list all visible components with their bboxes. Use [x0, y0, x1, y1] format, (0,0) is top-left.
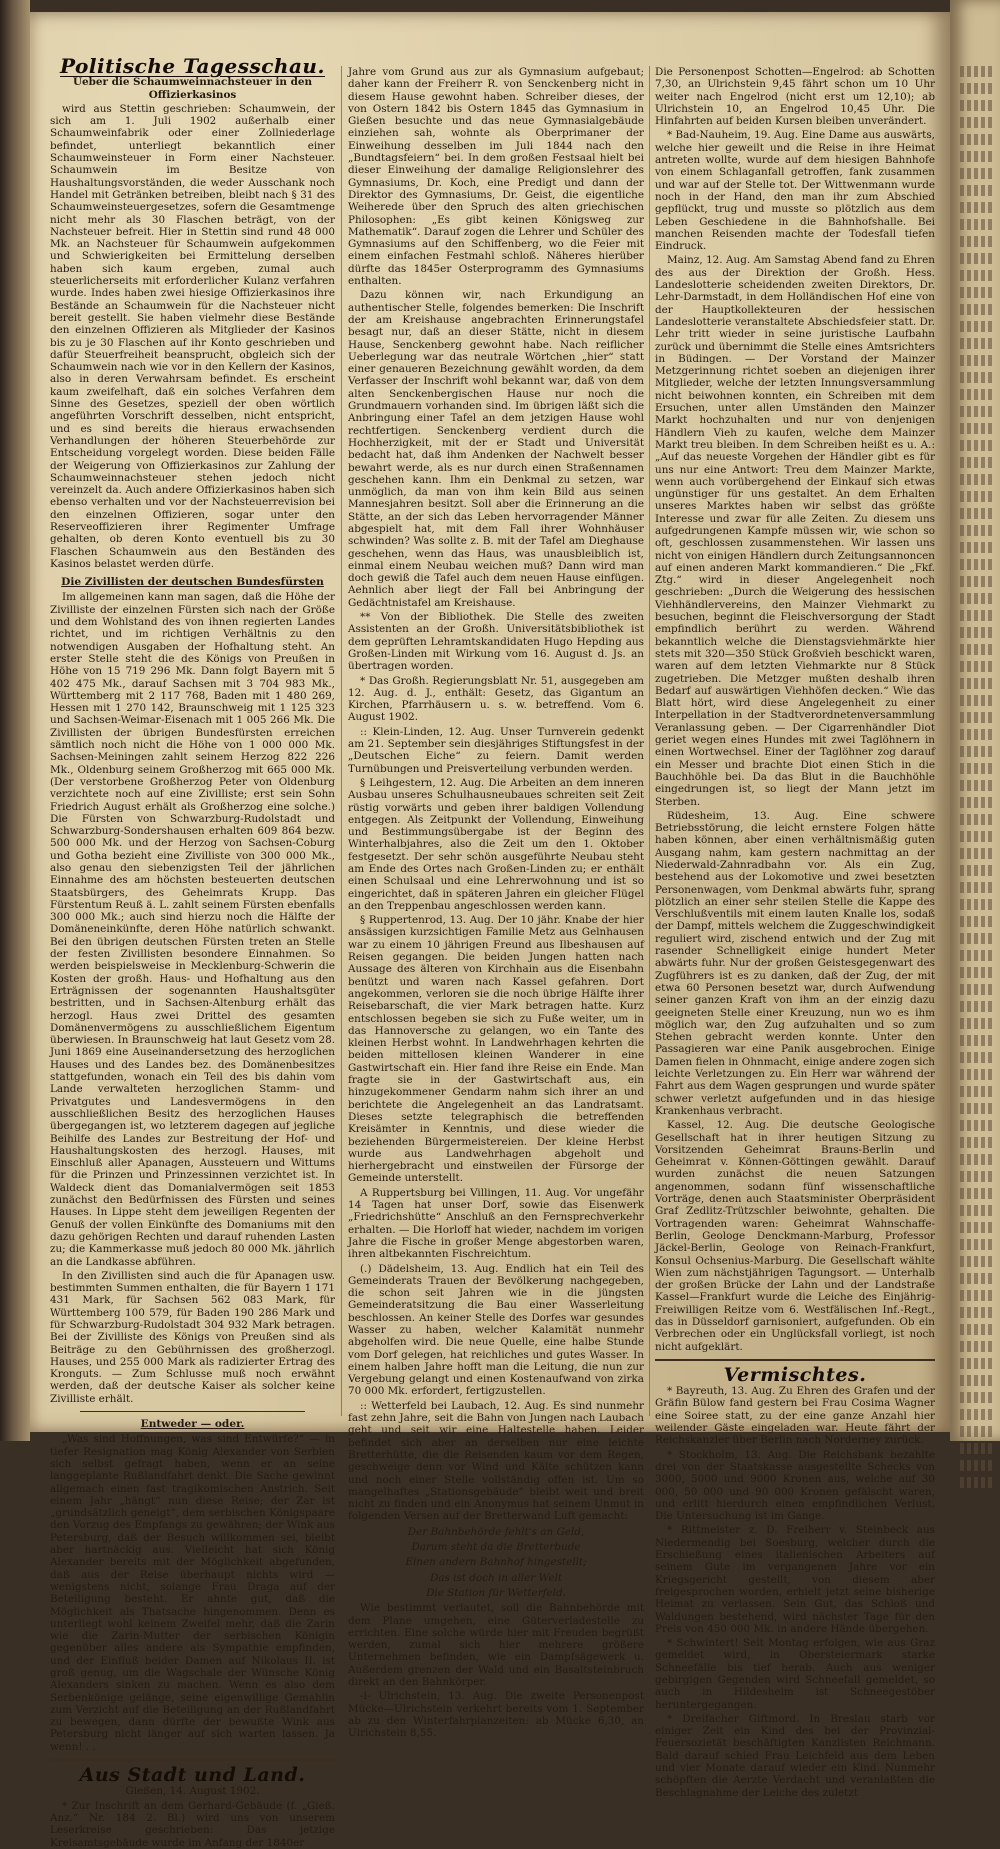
article-schaumwein-head: Ueber die Schaumweinnachsteuer in den Offizierkasinos [72, 76, 313, 101]
book-binding-edge [0, 0, 30, 1441]
section-title-politische-tagesschau: Politische Tagesschau. [60, 54, 325, 78]
verse-line: Das ist doch in aller Welt [429, 1571, 563, 1584]
column-1 [50, 54, 335, 1849]
article-stockholm: * Stockholm, 13. Aug. Die Reichsbank bezahlte drei von der Staatskasse ausgestellte Schecks von 3000, 5000 und 9000 Kronen aus, welche auf 30 000, 50 000 und 90 000 Kronen gefälscht waren, und erlitt hierdurch einen empfindlichen Verlust. Die Untersuchung ist im Gange. [655, 1448, 935, 1523]
article-bayreuth: * Bayreuth, 13. Aug. Zu Ehren des Grafen und der Gräfin Bülow fand gestern bei Frau Cosima Wagner eine Soiree statt, zu der eine ganze Anzahl hier weilender Gäste eingeladen war. Heute fährt der Reichskanzler über Berlin nach Norderney zurück. [655, 1385, 935, 1447]
column-rule-right [649, 66, 650, 1416]
article-kassel: Kassel, 12. Aug. Die deutsche Geologische Gesellschaft hat in ihrer heutigen Sitzung zu Vorsitzenden Geheimrat Brauns-Berlin und Geheimrat v. Können-Göttingen gewählt. Darauf wurden zunächst die neuen Satzungen angenommen, sodann fünf wissenschaftliche Vorträge, denen auch Staatsminister Oberpräsident Graf Zedlitz-Trützschler beiwohnte, gehalten. Die Vortragenden waren: Geheimrat Wahnschaffe-Berlin, Geologe Denckmann-Marburg, Professor Jäckel-Berlin, Geologe von Reinach-Frankfurt, Konsul Ochsenius-Marburg. Die Gesellschaft wählte Wien zum nächstjährigen Tagungsort. — Unterhalb der großen Brücke der Lahn und der Landstraße Kassel—Frankfurt wurde die Leiche des Einjährig-Freiwilligen Reitze vom 6. Westfälischen Inf.-Regt., das in Düsseldorf garnisoniert, aufgefunden. Ob ein Verbrechen oder ein Unglücksfall vorliegt, ist noch nicht aufgeklärt. [655, 1119, 935, 1353]
article-wetterfeld: :: Wetterfeld bei Laubach, 12. Aug. Es sind nunmehr fast zehn Jahre, seit die Bahn von Jungen nach Laubach geht und seit wir eine Haltestelle haben. Leider befindet sich aber an derselben nur eine leichte Bretterhütte, die die Reisenden kaum vor dem Regen, geschweige denn vor Wind und Kälte schützen kann und noch einer Stelle vollständig offen ist. Um so mangelhaftes „Stationsgebäude“ bleibt weit und breit nicht zu finden und ein Anonymus hat seinem Unmut in folgenden Versen auf der Bretterwand Luft gemacht: [348, 1399, 644, 1523]
article-gueterverladestelle: Wie bestimmt verlautet, soll die Bahnbehörde mit dem Plane umgehen, eine Güterverladestelle zu errichten. Eine solche würde hier mit Freuden begrüßt werden, zumal sich hier mehrere größere Unternehmen befinden, wie ein Dampfsägewerk u. Außerdem grenzen der Wald und ein Basaltsteinbruch direkt an den Bahnkörper. [348, 1602, 644, 1688]
divider [655, 1359, 935, 1361]
divider [80, 1411, 305, 1412]
article-ruedesheim: Rüdesheim, 13. Aug. Eine schwere Betriebsstörung, die leicht ernstere Folgen hätte haben können, aber einen verhältnismäßig guten Ausgang nahm, kam gestern nachmittag an der Niederwald-Zahnradbahn vor. Als ein Zug, bestehend aus der Lokomotive und zwei besetzten Personenwagen, vom Denkmal abwärts fuhr, sprang plötzlich an einer sehr steilen Stelle die Kappe des Verschlußventils mit einem lauten Knalle los, sodaß der Dampf, mittels welchem die Zuggeschwindigkeit reguliert wird, zischend entwich und der Zug mit rasender Schnelligkeit einige hundert Meter abwärts fuhr. Nur der großen Geistesgegenwart des Zugführers ist es zu danken, daß der Zug, der mit etwa 60 Personen besetzt war, durch Aufwendung seiner ganzen Kraft von ihm an der einzig dazu geeigneten Stelle einer Kreuzung, nun wo es ihm möglich war, den Zug aufzuhalten und so zum Stehen gebracht werden konnte. Unter den Passagieren war eine Panik ausgebrochen. Einige Damen fielen in Ohnmacht, einige andere zogen sich leichte Verletzungen zu. Ein Herr war während der Fahrt aus dem Wagen gesprungen und wurde später schwer verletzt aufgefunden und in das hiesige Krankenhaus verbracht. [655, 809, 935, 1117]
article-entweder-head: Entweder — oder. [140, 1418, 245, 1431]
divider [50, 1759, 335, 1761]
article-zivillisten-head: Die Zivillisten der deutschen Bundesfürsten [61, 576, 324, 589]
article-gymnasium: Jahre vom Grund aus zur als Gymnasium aufgebaut; daher kann der Freiherr R. von Senckenberg nicht in diesem Hause gewohnt haben. Schreiber dieses, der von Ostern 1842 bis Ostern 1845 das Gymnasium in Gießen besuchte und das neue Gymnasialgebäude einziehen sah, wohnte als Oberprimaner der Einweihung desselben im Juli 1844 nach den „Bundtagsfeiern“ bei. In dem großen Festsaal hielt bei dieser Einweihung der damalige Religionslehrer des Gymnasiums, Dr. Koch, eine Predigt und dann der Direktor des Gymnasiums, Dr. Geist, die eigentliche Weiherede über den Spruch des alten griechischen Philosophen: „Es gibt keinen Königsweg zur Mathematik“. Darauf zogen die Lehrer und Schüler des Gymnasiums auf den Schiffenberg, wo die Feier mit einem einfachen Festmahl schloß. Näheres hierüber dürfte das 1845er Osterprogramm des Gymnasiums enthalten. [348, 66, 644, 288]
article-daedelsheim: (.) Dädelsheim, 13. Aug. Endlich hat ein Teil des Gemeinderats Trauen der Bevölkerung nachgegeben, die schon seit Jahren wie in die jüngsten Gemeinderatsitzung die Bau einer Wasserleitung beschlossen. An keiner Stelle des Dorfes war gesundes Wasser zu haben, welcher Kalamität nunmehr abgeholfen wird. Die neue Quelle, eine halbe Stunde vom Dorf gelegen, hat reichliches und gutes Wasser. In einem halben Jahre hofft man die Leitung, die nun zur Vergebung gelangt und einen Kostenaufwand von zirka 70 000 Mk. erfordert, fertigzustellen. [348, 1262, 644, 1398]
column-rule-left [341, 66, 342, 1416]
article-regierungsblatt: * Das Großh. Regierungsblatt Nr. 51, ausgegeben am 12. Aug. d. J., enthält: Gesetz, das Gigantum an Kirchen, Pfarrhäusern u. s. w. betreffend. Vom 6. August 1902. [348, 674, 644, 724]
article-bad-nauheim: * Bad-Nauheim, 19. Aug. Eine Dame aus auswärts, welche hier geweilt und die Reise in ihre Heimat antreten wollte, wurde auf dem hiesigen Bahnhofe von einem Schlaganfall getroffen, fank zusammen und war auf der Stelle tot. Der Wittwenmann wurde noch in der Hand, den man ihr zum Abschied gepflückt, trug und musste so plötzlich aus dem Leben Geschiedene in die Bahnhofshalle. Bei manchen Reisenden machte der Todesfall tiefen Eindruck. [655, 129, 935, 253]
article-ruppertsburg: A Ruppertsburg bei Villingen, 11. Aug. Vor ungefähr 14 Tagen hat unser Dorf, sowie das Eisenwerk „Friedrichshütte“ Anschluß an den Fernsprechverkehr erhalten. — Die Horloff hat wieder, nachdem im vorigen Jahre die Fische in großer Menge abgestorben waren, ihren altbekannten Fischreichtum. [348, 1186, 645, 1261]
article-bibliothek: ** Von der Bibliothek. Die Stelle des zweiten Assistenten an der Großh. Universitätsbibliothek ist dem geprüften Lehramtskandidaten Hugo Hepding aus Großen-Linden mit Wirkung vom 16. August d. Js. an übertragen worden. [348, 611, 644, 673]
column-3 [655, 66, 935, 1799]
article-giftmord: * Dreifacher Giftmord. In Breslau starb vor einiger Zeit ein Kind des bei der Provinzial-Feuersozietät beschäftigten Kanzlisten Reichmann. Bald darauf schied Frau Leichfeld aus dem Leben und vier Monate darauf wieder ein Kind. Nunmehr schöpften die Aerzte Verdacht und veranlaßten die Beschlagnahme der Leiche des zuletzt [655, 1712, 935, 1799]
section-title-aus-stadt-und-land: Aus Stadt und Land. [79, 1764, 306, 1787]
article-zivillisten: Im allgemeinen kann man sagen, daß die Höhe der Zivilliste der einzelnen Fürsten sich nach der Größe und dem Wohlstand des von ihnen regierten Landes richtet, und im richtigen Verhältnis zu den notwendigen Ausgaben der Hofhaltung steht. An erster Stelle steht die des Königs von Preußen in Höhe von 15 719 296 Mk. Dann folgt Bayern mit 5 402 475 Mk., darauf Sachsen mit 3 704 983 Mk., Württemberg mit 2 117 768, Baden mit 1 480 269, Hessen mit 1 270 142, Braunschweig mit 1 125 323 und Sachsen-Weimar-Eisenach mit 1 005 266 Mk. Die Zivillisten der übrigen Bundesfürsten erreichen sämtlich noch nicht die Höhe von 1 000 000 Mk. Sachsen-Meiningen zahlt seinem Herzog 822 226 Mk., Oldenburg seinem Großherzog mit 665 000 Mk. (Der verstorbene Großherzog Peter von Oldenburg verzichtete noch auf eine Zivilliste; erst sein Sohn Friedrich August erhält als Großherzog eine solche.) Die Fürsten von Schwarzburg-Rudolstadt und Schwarzburg-Sondershausen erhalten 609 864 bezw. 500 000 Mk. und der Herzog von Sachsen-Coburg und Gotha bezieht eine Zivilliste von 300 000 Mk., also genau den siebenzigsten Teil der jährlichen Einnahme des am höchsten besteuerten deutschen Staatsbürgers, des Geheimrats Krupp. Das Fürstentum Reuß ä. L. zahlt seinem Fürsten ebenfalls 300 000 Mk.; auch sind hierzu noch die Hälfte der Domäneneinkünfte, deren Höhe natürlich schwankt. Bei den übrigen deutschen Fürsten treten an Stelle der festen Zivillisten besondere Einnahmen. So werden beispielsweise in Mecklenburg-Schwerin die Kosten der großh. Haus- und Hofhaltung aus den Erträgnissen der sogenannten Haushaltsgüter bestritten, und in Sachsen-Altenburg erhält das herzogl. Haus zwei Drittel des gesamten Domänenvermögens zu ausschließlichem Eigentum überwiesen. In Braunschweig hat laut Gesetz vom 28. Juni 1869 eine Auseinandersetzung des herzoglichen Hauses und des Landes bez. des Domänenbesitzes stattgefunden, wonach ein Teil des bis dahin vom Lande verwalteten herzoglichen Stamm- und Privatgutes und Landesvermögens in den ausschließlichen Besitz des herzoglichen Hauses übergegangen ist, wo letzterem dagegen auf jegliche Beihilfe des Landes zur Bestreitung der Hof- und Haushaltungskosten des herzogl. Hauses, mit Einschluß aller Apanagen, Aussteuern und Wittums für die Prinzen und Prinzessinnen verzichtet ist. In Waldeck dient das Domanialvermögen seit 1853 zunächst den Bedürfnissen des Fürsten und seines Hauses. In Lippe steht dem jeweiligen Regenten der Genuß der vollen Einkünfte des Domaniums mit den dazu gehörigen Rechten und darauf ruhenden Lasten zu; die Kammerkasse muß jedoch 80 000 Mk. jährlich an die Landkasse abführen. [50, 591, 335, 1268]
article-schaumwein: wird aus Stettin geschrieben: Schaumwein, der sich am 1. Juli 1902 außerhalb einer Schaumweinfabrik oder einer Zollniederlage befindet, unterliegt bekanntlich einer Schaumweinsteuer in Form einer Nachsteuer. Schaumwein im Besitze von Haushaltungsvorständen, die weder Ausschank noch Handel mit Getränken betreiben, bleibt nach § 31 des Schaumweinsteuergesetzes, sofern die Gesamtmenge nicht mehr als 30 Flaschen beträgt, von der Nachsteuer befreit. Hier in Stettin sind rund 48 000 Mk. an Nachsteuer für Schaumwein aufgekommen und Schwierigkeiten bei Ermittelung derselben haben sich kaum ergeben, zumal auch steuerlicherseits mit erforderlicher Kulanz verfahren wurde. Indes haben zwei hiesige Offizierkasinos ihre Bestände an Schaumwein für die Nachsteuer nicht bereit gestellt. Sie haben vielmehr diese Bestände den einzelnen Offizieren als Mitglieder der Kasinos bis zu je 30 Flaschen auf ihr Konto geschrieben und dafür Steuerfreiheit beansprucht, obgleich sich der Schaumwein nach wie vor in den Kellern der Kasinos, also in deren Verwahrsam befindet. Es erscheint kaum zweifelhaft, daß ein solches Verfahren dem Sinne des Gesetzes, speziell der oben wörtlich angeführten Vorschrift desselben, nicht entspricht, und es sind bereits die hieraus erwachsenden Verhandlungen der höheren Steuerbehörde zur Entscheidung vorgelegt worden. Diese beiden Fälle der Weigerung von Offizierkasinos zur Zahlung der Schaumweinnachsteuer stehen jedoch nicht vereinzelt da. Auch andere Offizierkasinos haben sich ebenso verhalten und vor der Nachsteuerrevision bei den einzelnen Offizieren, sogar unter den Reserveoffizieren ihrer Regimenter Umfrage gehalten, ob deren Konto eventuell bis zu 30 Flaschen Schaumwein aus den Beständen des Kasinos belastet werden dürfe. [50, 102, 335, 570]
verse-line: Darum steht da die Bretterbude [411, 1541, 581, 1554]
column-2 [348, 66, 645, 1740]
verse-line: Der Bahnbehörde fehlt's an Geld, [407, 1525, 585, 1538]
dateline: Gießen, 14. August 1902. [125, 1785, 260, 1798]
article-entweder: „Was sind Hoffnungen, was sind Entwürfe?“ — in tiefer Resignation mag König Alexander von Serbien sich selbst gefragt haben, wenn er an seine langgeplante Rußlandfahrt denkt. Die Sache gewinnt allgemach einen fast tragikomischen Anstrich. Seit einem Jahr „hängt“ nun diese Reise; der Zar ist „grundsätzlich geneigt“, dem serbischen Königspaare den Vorzug des Empfangs zu gewähren; der Wink aus Petersburg, daß der Besuch willkommen sei, bleibt aber hartnäckig aus. Vielleicht hat sich König Alexander bereits mit der Möglichkeit abgefunden, daß aus der Reise überhaupt nichts wird — wenigstens nicht, solange Frau Draga auf der Beteiligung besteht. Er ahnte gut, daß die Möglichkeit als Thatsache hingenommen. Denn es unterliegt wohl keinem Zweifel mehr, daß die Zarin wie die Zarin-Mutter der serbischen Königin gegenüber alles andere als Sympathie empfinden, und der Einfluß beider Damen auf Nikolaus II. ist groß genug, um die Wagschale der Wünsche König Alexanders sinken zu machen. Wenn es also dem Serbenkönige gelänge, seine eigenwillige Gemahlin zum Verzicht auf die Beteiligung an der Rußlandfahrt zu bewegen, dann dürfte der bewußte Wink aus Petersburg nicht länger auf sich warten lassen. Ja wenn! . . [50, 1433, 335, 1753]
article-ulrichstein: -i- Ulrichstein, 13. Aug. Die zweite Personenpost Mücke—Ulrichstein verkehrt bereits vom 1. September ab zu den Winterfahrplanzeiten: ab Mücke 6,30, an Ulrichstein 8,55. [348, 1690, 644, 1740]
article-schwintert: * Schwintert! Seit Montag erfolgen, wie aus Graz gemeldet wird, in Obersteiermark starke Schneefälle bis tief herab. Auch aus weniger gebirgigen Gegenden wird Schneefall gemeldet, so auch in Hildesheim ist Schneegestöber heruntergegangen. [655, 1637, 935, 1711]
article-apanagen: In den Zivillisten sind auch die für Apanagen usw. bestimmten Summen enthalten, die für Bayern 1 171 431 Mark, für Sachsen 562 083 Mark, für Württemberg 100 579, für Baden 190 286 Mark und für Schwarzburg-Rudolstadt 304 932 Mark betragen. Bei der Zivilliste des Königs von Preußen sind als Beiträge zu den Gebührnissen des großherzogl. Hauses, und 255 000 Mark als radizierter Ertrag des Kronguts. — Zum Schlusse muß noch erwähnt werden, daß der deutsche Kaiser als solcher keine Zivilliste erhält. [50, 1269, 335, 1405]
article-leihgestern: § Leihgestern, 12. Aug. Die Arbeiten an dem inneren Ausbau unseres Schulhausneubaues schreiten seit Zeit rüstig vorwärts und geben ihrer baldigen Vollendung entgegen. Als Zeitpunkt der Vollendung, Einweihung und Bestimmungsübergabe ist der Beginn des Winterhalbjahres, also die Zeit um den 1. Oktober festgesetzt. Der sehr schön ausgeführte Neubau steht am Ende des Ortes nach Großen-Linden zu; er enthält einen Schulsaal und eine Lehrerwohnung und ist so eingerichtet, daß in späteren Jahren ein gleicher Flügel an den Treppenbau angeschlossen werden kann. [348, 776, 644, 912]
article-personenpost: Die Personenpost Schotten—Engelrod: ab Schotten 7,30, an Ulrichstein 9,45 fährt schon um 10 Uhr weiter nach Engelrod (nicht erst um 12,10); ab Ulrichstein 10, an Engelrod 10,45 Uhr. Die Hinfahrten auf beiden Kursen bleiben unverändert. [655, 66, 935, 128]
article-inschrift: * Zur Inschrift an dem Gerhard-Gebäude (f. „Gieß. Anz.“ Nr. 184 2. Bl.) wird uns von unserem Leserkreise geschrieben: Das jetzige Kreisamtsgebäude wurde im Anfang der 1840er [50, 1799, 335, 1849]
adjacent-page-edge [950, 0, 1000, 1441]
article-ruppertenrod: § Ruppertenrod, 13. Aug. Der 10 jähr. Knabe der hier ansässigen kurzsichtigen Familie Metz aus Gelnhausen war zu einem 10 jährigen Freund aus Ilbeshausen auf Reisen gegangen. Die beiden Jungen hatten nach Aussage des älteren von Kirchhain aus die Eisenbahn benützt und waren nach Kassel gefahren. Dort angekommen, verloren sie die noch übrige Hälfte ihrer Reisebarschaft, die vier Mark betragen hatte. Kurz entschlossen begeben sie sich zu Fuße weiter, um in das Hannoversche zu gelangen, wo ein Tante des kleinen Herbst wohnt. In Landwehrhagen kehrten die beiden mittellosen kleinen Wanderer in eine Gastwirtschaft ein. Hier fand ihre Reise ein Ende. Man fragte sie in der Gastwirtschaft aus, ein hinzugekommener Gendarm nahm sich ihrer an und berichtete die Angelegenheit an das Landratsamt. Dieses setzte telegraphisch die betreffenden Kreisämter in Kenntnis, und diese wieder die beziehenden Bürgermeistereien. Der kleine Herbst wurde aus Landwehrhagen abgeholt und hierhergebracht und einstweilen der Fürsorge der Gemeinde unterstellt. [348, 914, 644, 1185]
article-senckenberg: Dazu können wir, nach Erkundigung an authentischer Stelle, folgendes bemerken: Die Inschrift der am Kreishause angebrachten Erinnerungstafel besagt nur, daß an dieser Stätte, nicht in diesem Hause, Senckenberg gewohnt habe. Nach reiflicher Ueberlegung war das neutrale Wörtchen „hier“ statt einer genaueren Bezeichnung gewählt worden, da dem Verfasser der Inschrift wohl bekannt war, daß von dem alten Senckenbergischen Hause nur noch die Grundmauern vorhanden sind. Im übrigen läßt sich die Anbringung einer Tafel an dem jetzigen Hause wohl rechtfertigen. Senckenberg verdient durch die Hochherzigkeit, mit der er Stadt und Universität bedacht hat, daß ihm Andenken der Nachwelt besser bewahrt werde, als es nur durch einen Straßennamen geschehen kann. Ihm ein Denkmal zu setzen, war unmöglich, da man von ihm kein Bild aus seinen Mannesjahren besitzt. Soll aber die Erinnerung an die Stätte, an der sich das Leben hervorragender Männer abgespielt hat, mit dem Fall ihrer Wohnhäuser schwinden? Was sollte z. B. mit der Tafel am Dieghause geschehen, wenn das Haus, was unausbleiblich ist, einmal einem Neubau weichen muß? Dann wird man doch gewiß die Tafel auch dem neuen Hause einfügen. Aehnlich aber liegt der Fall bei Anbringung der Gedächtnistafel am Kreishause. [348, 289, 644, 609]
verse-line: Einen andern Bahnhof hingestellt; [405, 1556, 587, 1569]
verse-line: Die Station für Wetterfeld. [426, 1586, 566, 1599]
article-klein-linden: :: Klein-Linden, 12. Aug. Unser Turnverein gedenkt am 21. September sein diesjähriges Stiftungsfest in der „Deutschen Eiche“ zu feiern. Damit werden Turnübungen und Preisverteilung verbunden werden. [348, 725, 644, 775]
article-rittmeister: * Rittmeister z. D. Freiherr v. Steinbeck aus Niedermendig bei Soesburg, welcher durch die Erschießung eines italienischen Arbeiters auf seinem Gute im vergangenen Jahre vor ein Kriegsgericht gestellt, von diesem aber freigesprochen worden, erhielt jetzt seine bisherige Heimat zu verlassen. Sein Gut, das Schloß und Waldungen bestehend, wird nächster Tage für den Preis von 450 000 Mk. in andere Hände übergehen. [655, 1524, 935, 1635]
section-title-vermischtes: Vermischtes. [723, 1363, 867, 1386]
article-mainz: Mainz, 12. Aug. Am Samstag Abend fand zu Ehren des aus der Direktion der Großh. Hess. Landeslotterie scheidenden zweiten Direktors, Dr. Lehr-Darmstadt, in dem Holländischen Hof eine von der Hauptkollekteuren der hessischen Landeslotterie veranstaltete Abschiedsfeier statt. Dr. Lehr tritt wieder in seine juristische Laufbahn zurück und übernimmt die Stelle eines Amtsrichters in Büdingen. — Der Vorstand der Mainzer Metzgerinnung richtet soeben an diejenigen ihrer Mitglieder, welche der letzten Innungsversammlung nicht beiwohnen konnten, ein Schreiben mit dem Ersuchen, unter allen Umständen den Mainzer Markt hochzuhalten und nur von denjenigen Händlern Vieh zu kaufen, welche dem Mainzer Markt treu bleiben. In dem Schreiben heißt es u. A.: „Auf das neueste Vorgehen der Händler gibt es für uns nur eine Antwort: Treu dem Mainzer Markte, wenn auch vorübergehend der Einkauf sich etwas ungünstiger für uns gestaltet. An dem Erhalten unseres Marktes haben wir selbst das größte Interesse und zwar für alle Zeiten. Zu diesem uns aufgedrungenen Kampfe müssen wir, wie schon so oft, geschlossen zusammenstehen. Wir lassen uns nicht von einigen Händlern durch Zeitungsannoncen auf einen anderen Markt kommandieren.“ Die „Fkf. Ztg.“ wird in dieser Angelegenheit noch geschrieben: „Durch die Weigerung des hessischen Viehhändlervereins, den Mainzer Viehmarkt zu besuchen, beginnt die Fleischversorgung der Stadt empfindlich berührt zu werden. Während bekanntlich welche die Dienstagsviehmärkte hier stets mit 320—350 Stück Großvieh beschickt waren, waren auf dem letzten Viehmarkte nur 8 Stück zugetrieben. Die Metzger mußten deshalb ihren Bedarf auf auswärtigen Viehhöfen decken.“ Wie das Blatt hört, wird diese Angelegenheit zu einer Interpellation in der Stadtverordnetenversammlung Veranlassung geben. — Der Cigarrenhändler Diot geriet wegen eines Hundes mit zwei Taglöhnern in einen Wortwechsel. Einer der Taglöhner zog darauf ein Messer und brachte Diot einen Stich in die Bauchhöhle bei. Da das Blut in die Bauchhöhle eingedrungen ist, so liegt der Mann jetzt im Sterben. [655, 254, 935, 808]
